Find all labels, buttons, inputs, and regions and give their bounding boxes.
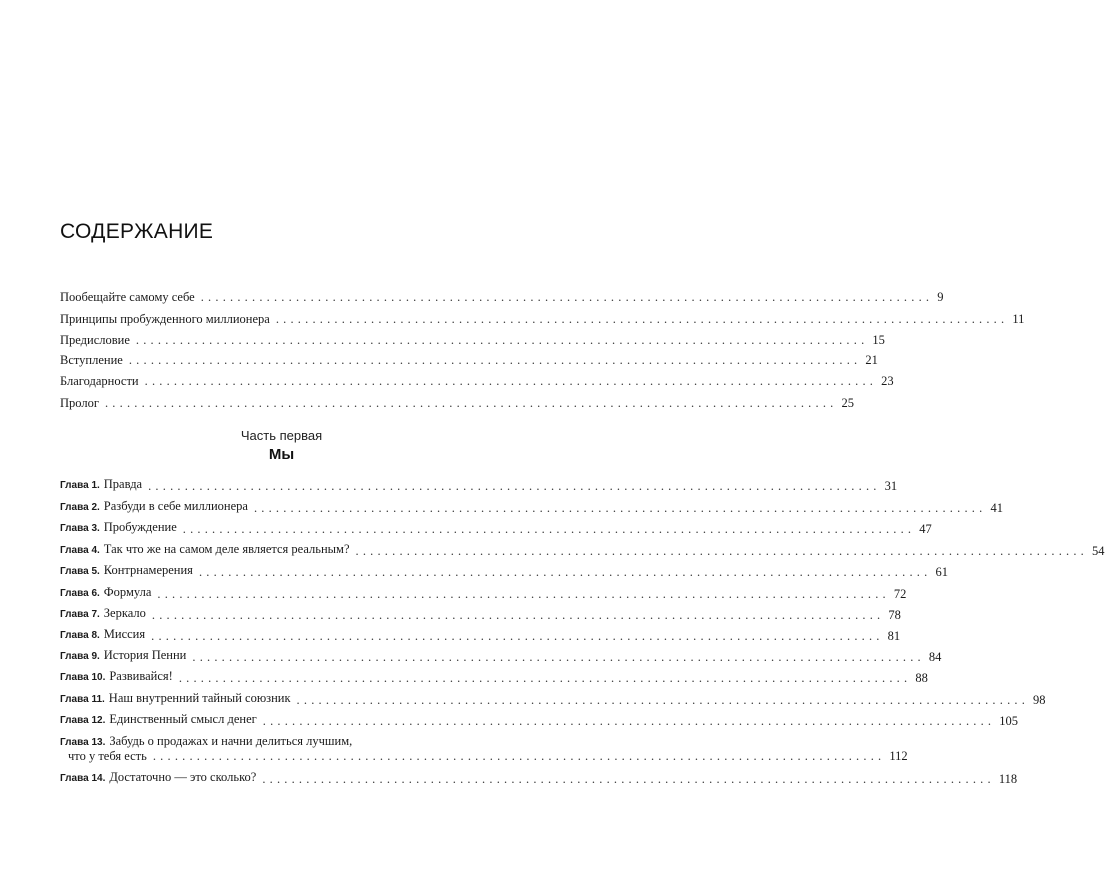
chapter-prefix: Глава 8. [60, 630, 100, 641]
chapter-prefix: Глава 11. [60, 694, 105, 705]
toc-chapter-entry [60, 690, 1046, 708]
dot-leader: .................................................................................................... [178, 671, 912, 685]
entry-page: 23 [881, 374, 894, 388]
chapter-title: Наш внутренний тайный союзник [108, 691, 291, 705]
chapter-title-line2: что у тебя есть [68, 749, 147, 763]
entry-page: 21 [865, 353, 878, 367]
toc-chapter-entry [60, 626, 901, 644]
toc-entry [60, 289, 944, 305]
dot-leader: .................................................................................................... [151, 629, 884, 643]
chapter-prefix: Глава 2. [60, 502, 100, 513]
dot-leader: .................................................................................................... [262, 714, 996, 728]
entry-title: Пообещайте самому себе [60, 290, 195, 304]
chapter-title: Так что же на самом деле является реальным? [103, 542, 350, 556]
chapter-page: 88 [915, 671, 928, 685]
entry-page: 9 [937, 290, 944, 304]
entry-page: 25 [841, 396, 854, 410]
dot-leader: .................................................................................................... [104, 396, 838, 410]
chapter-page: 31 [884, 479, 898, 493]
toc-entry [60, 352, 878, 368]
dot-leader: .................................................................................................... [200, 290, 934, 304]
chapter-title: Правда [103, 477, 143, 491]
entry-title: Вступление [60, 353, 123, 367]
chapter-title: Пробуждение [103, 520, 177, 534]
toc-chapter-entry [60, 541, 1105, 559]
toc-chapter-entry [60, 668, 928, 686]
toc-chapter-entry [60, 476, 898, 494]
chapter-page: 78 [888, 608, 901, 622]
chapter-title: Контрнамерения [103, 563, 193, 577]
entry-title: Предисловие [60, 333, 130, 347]
dot-leader: .................................................................................................... [157, 587, 890, 601]
dot-leader: .................................................................................................... [135, 333, 869, 347]
chapter-page: 118 [998, 772, 1018, 786]
toc-chapter-entry [60, 519, 932, 537]
chapter-title: Единственный смысл денег [109, 712, 257, 726]
chapter-page: 54 [1092, 544, 1105, 558]
chapter-title: Формула [103, 585, 152, 599]
chapter-prefix: Глава 13. [60, 737, 106, 748]
chapter-page: 84 [928, 650, 942, 664]
toc-entry [60, 373, 894, 389]
toc-chapter-entry [60, 584, 907, 602]
dot-leader: .................................................................................................... [198, 565, 932, 579]
toc-entry [60, 395, 854, 411]
page-title: СОДЕРЖАНИЕ [60, 220, 214, 243]
chapter-title: Зеркало [103, 606, 146, 620]
chapter-prefix: Глава 10. [60, 672, 106, 683]
chapter-prefix: Глава 5. [60, 566, 100, 577]
chapter-prefix: Глава 1. [60, 480, 100, 491]
dot-leader: .................................................................................................... [151, 608, 885, 622]
entry-page: 11 [1012, 312, 1025, 326]
chapter-page: 98 [1033, 693, 1046, 707]
chapter-prefix: Глава 4. [60, 545, 100, 556]
chapter-prefix: Глава 6. [60, 588, 100, 599]
chapter-prefix: Глава 9. [60, 651, 100, 662]
chapter-prefix: Глава 3. [60, 523, 100, 534]
chapter-page: 41 [990, 501, 1003, 515]
toc-entry [60, 311, 1025, 327]
chapter-prefix: Глава 12. [60, 715, 106, 726]
dot-leader: .................................................................................................... [262, 772, 995, 786]
chapter-page: 112 [889, 749, 908, 763]
toc-chapter-entry [60, 769, 1018, 787]
entry-page: 15 [872, 333, 885, 347]
chapter-title: Миссия [103, 627, 146, 641]
chapter-page: 105 [999, 714, 1018, 728]
toc-chapter-entry [60, 605, 901, 623]
chapter-prefix: Глава 7. [60, 609, 100, 620]
entry-title: Принципы пробужденного миллионера [60, 312, 270, 326]
chapter-page: 81 [887, 629, 901, 643]
dot-leader: .................................................................................................... [296, 693, 1030, 707]
toc-chapter-entry [60, 711, 1018, 729]
dot-leader: .................................................................................................... [355, 544, 1088, 558]
dot-leader: .................................................................................................... [144, 374, 878, 388]
chapter-prefix: Глава 14. [60, 773, 106, 784]
chapter-title-line1: Забудь о продажах и начни делиться лучшим, [109, 734, 353, 748]
dot-leader: .................................................................................................... [192, 650, 925, 664]
chapter-page: 72 [893, 587, 907, 601]
chapter-title: История Пенни [103, 648, 187, 662]
toc-chapter-entry [60, 498, 1003, 516]
part-label: Часть первая [240, 428, 323, 443]
dot-leader: .................................................................................................... [148, 479, 881, 493]
toc-chapter-entry [60, 562, 948, 580]
dot-leader: .................................................................................................... [182, 522, 916, 536]
entry-title: Пролог [60, 396, 99, 410]
toc-chapter-entry [60, 748, 908, 764]
chapter-page: 47 [919, 522, 932, 536]
dot-leader: .................................................................................................... [275, 312, 1009, 326]
toc-entry [60, 332, 885, 348]
toc-chapter-entry [60, 647, 942, 665]
dot-leader: .................................................................................................... [152, 749, 886, 763]
chapter-page: 61 [935, 565, 948, 579]
dot-leader: .................................................................................................... [253, 501, 987, 515]
part-name: Мы [268, 446, 295, 463]
chapter-title: Разбуди в себе миллионера [103, 499, 248, 513]
chapter-title: Достаточно — это сколько? [109, 770, 257, 784]
entry-title: Благодарности [60, 374, 139, 388]
dot-leader: .................................................................................................... [128, 353, 862, 367]
chapter-title: Развивайся! [109, 669, 173, 683]
